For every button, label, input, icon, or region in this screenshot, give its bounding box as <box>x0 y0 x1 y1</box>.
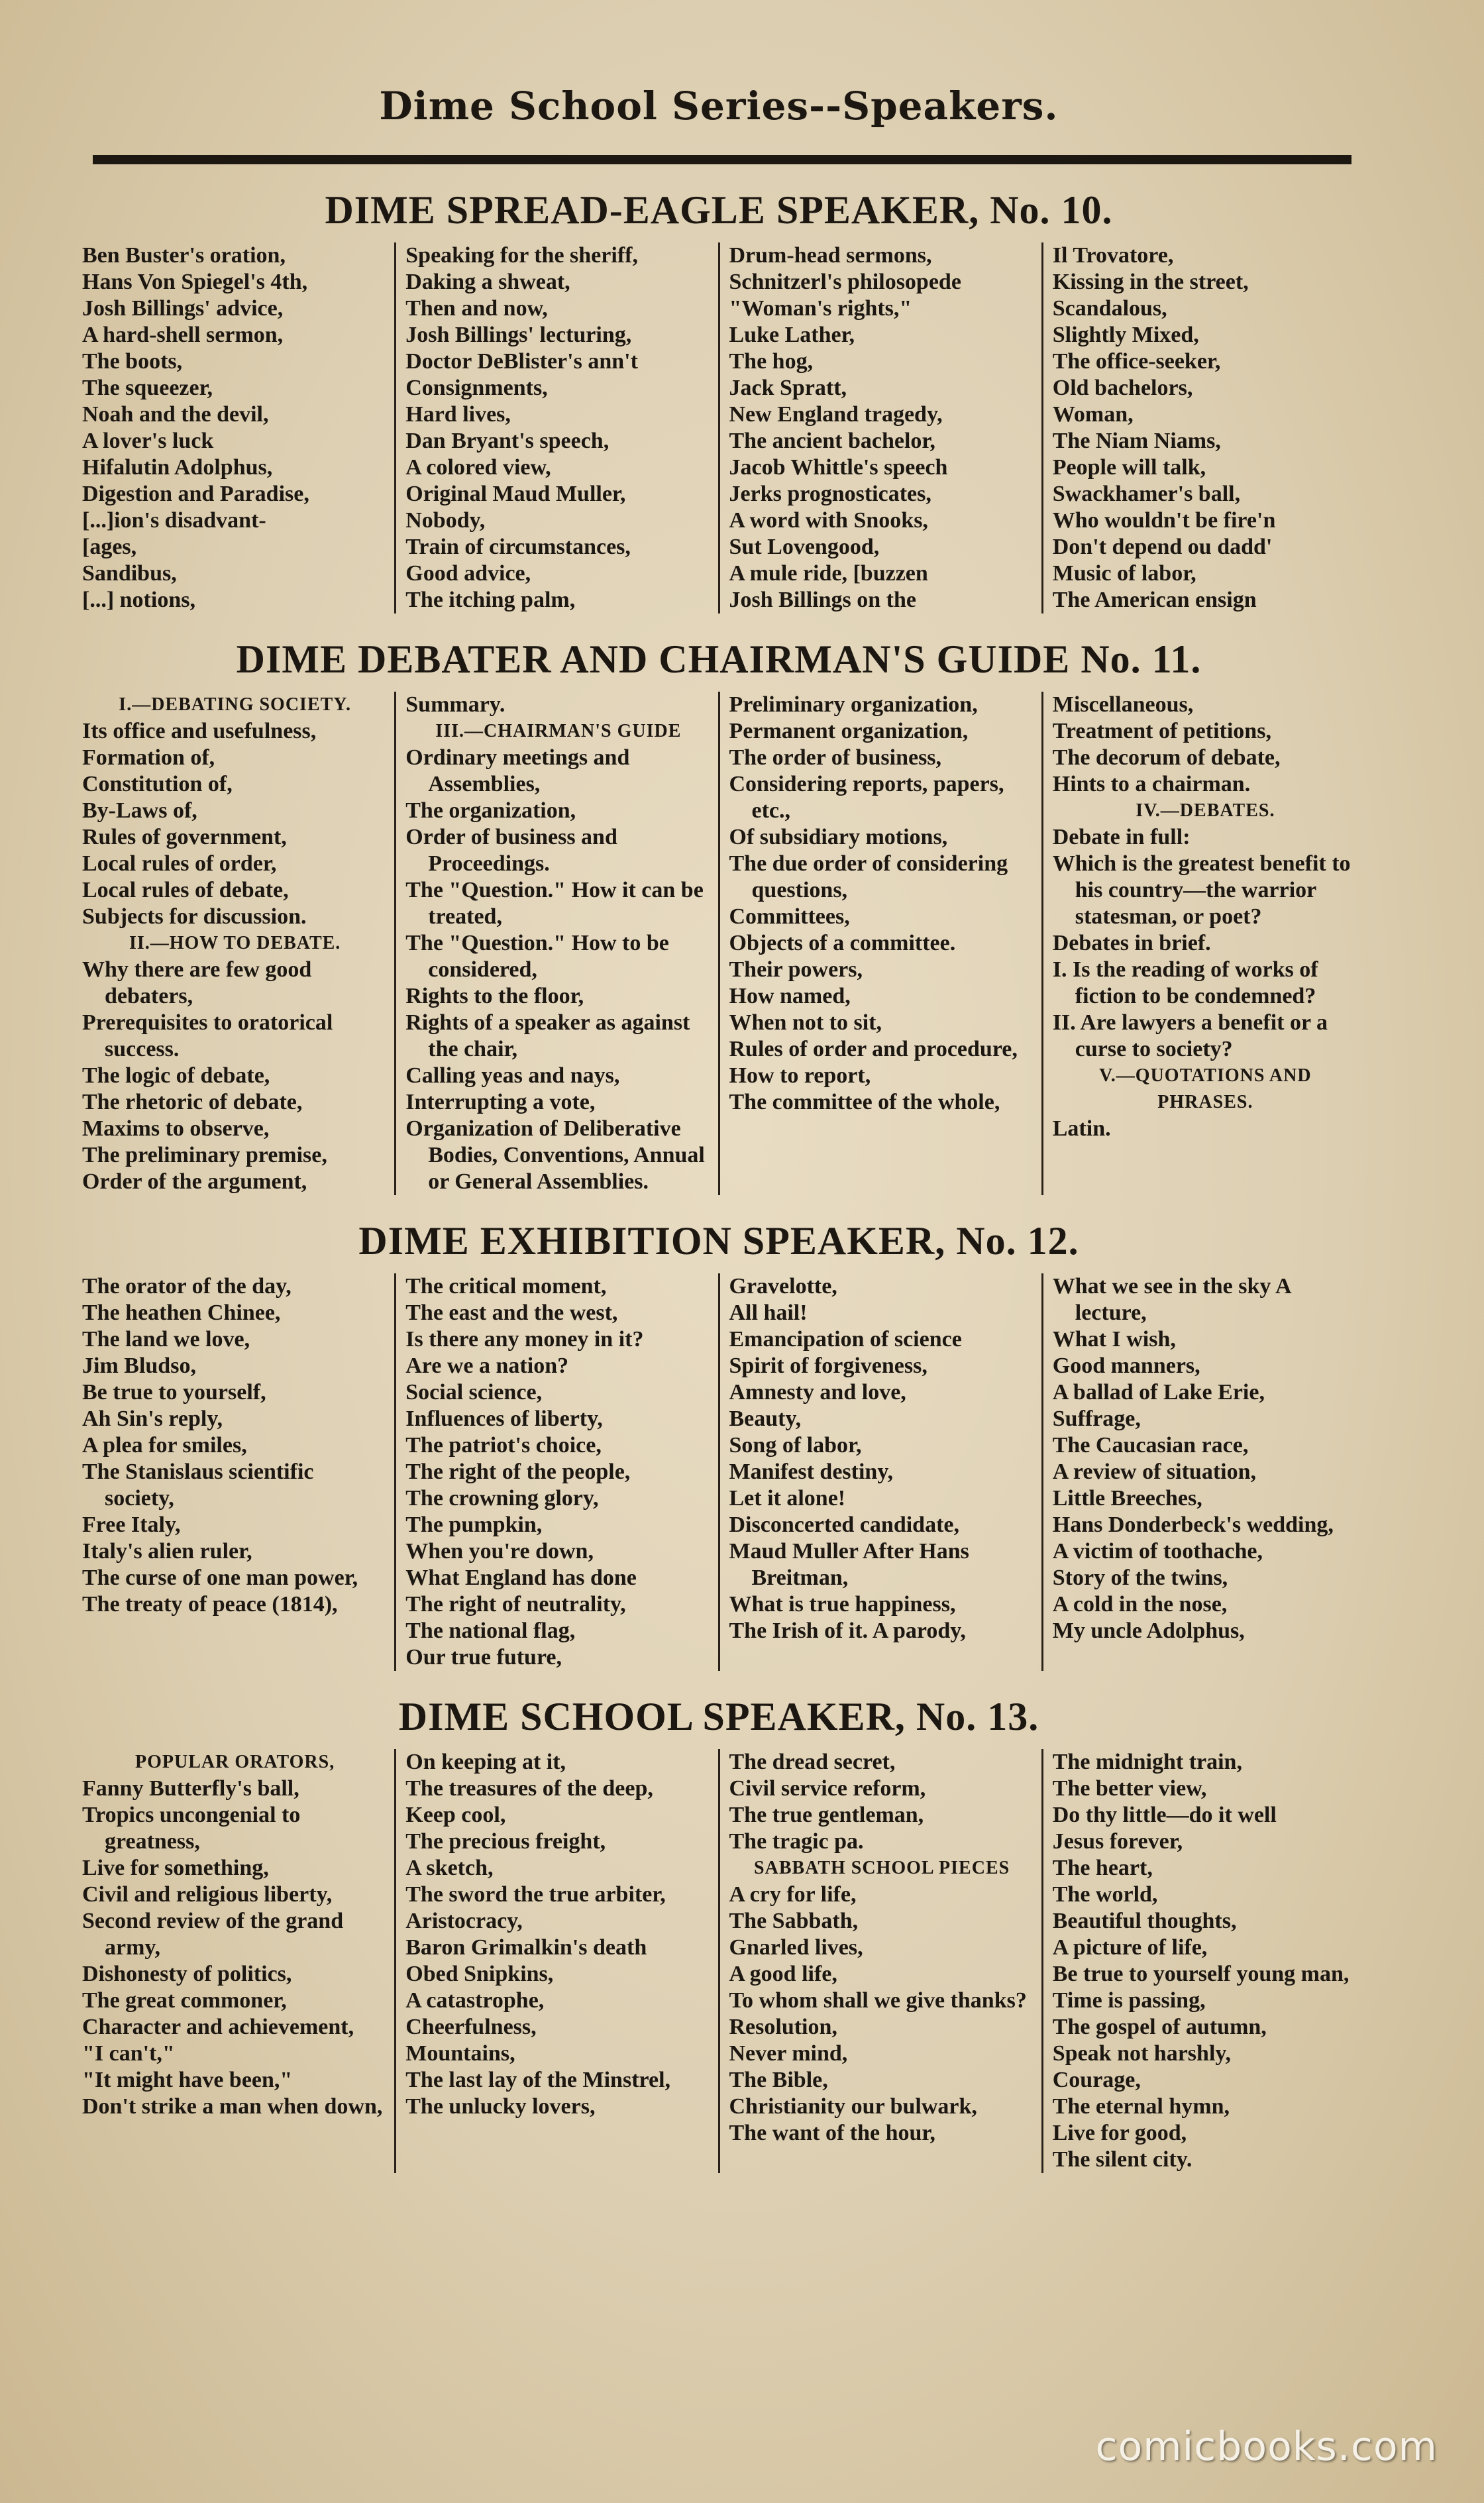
entry: The decorum of debate, <box>1052 745 1281 770</box>
entry: Resolution, <box>729 2015 837 2039</box>
entry: Gravelotte, <box>729 1274 837 1299</box>
entry: Drum-head sermons, <box>729 243 932 268</box>
entry: Story of the twins, <box>1052 1566 1228 1590</box>
catalog-section <box>73 1688 1365 2173</box>
entry: The eternal hymn, <box>1052 2094 1230 2119</box>
entry: Good advice, <box>405 561 531 586</box>
entry: Cheerfulness, <box>405 2015 537 2039</box>
entry: The itching palm, <box>405 588 576 612</box>
page-content <box>73 80 1365 2173</box>
text-column <box>73 692 394 1195</box>
entry: [...]ion's disadvant- <box>82 508 266 533</box>
entry: A sketch, <box>405 1856 494 1880</box>
entry: Don't depend ou dadd' <box>1052 535 1273 559</box>
entry: Jack Spratt, <box>729 376 847 400</box>
entry: Rights of a speaker as against the chair, <box>405 1010 690 1061</box>
text-column <box>394 242 717 613</box>
entry: Live for something, <box>82 1856 269 1880</box>
entry: I. Is the reading of works of fiction to be condemned? <box>1052 957 1318 1008</box>
entry: Original Maud Muller, <box>405 482 626 506</box>
entry: The American ensign <box>1052 588 1257 612</box>
entry: Digestion and Paradise, <box>82 482 309 506</box>
entry: Amnesty and love, <box>729 1380 906 1405</box>
entry: Rules of government, <box>82 825 287 849</box>
entry: Organization of Deliberative Bodies, Conventions, Annual or General Assemblies. <box>405 1116 705 1194</box>
entry: Second review of the grand army, <box>82 1909 344 1960</box>
entry: A plea for smiles, <box>82 1433 247 1458</box>
entry: Il Trovatore, <box>1052 243 1174 268</box>
entry: The ancient bachelor, <box>729 429 935 453</box>
entry: Time is passing, <box>1052 1988 1206 2013</box>
entry: Hans Donderbeck's wedding, <box>1052 1513 1334 1537</box>
entry: To whom shall we give thanks? <box>729 1988 1027 2013</box>
text-column <box>1041 692 1365 1195</box>
entry: The committee of the whole, <box>729 1090 1000 1114</box>
entry: A ballad of Lake Erie, <box>1052 1380 1265 1405</box>
entry: How to report, <box>729 1063 871 1088</box>
entry: The tragic pa. <box>729 1829 864 1854</box>
entry: Miscellaneous, <box>1052 692 1194 717</box>
entry: Consignments, <box>405 376 548 400</box>
entry: The right of the people, <box>405 1460 631 1484</box>
entry: Let it alone! <box>729 1486 846 1511</box>
entry: The Niam Niams, <box>1052 429 1221 453</box>
entry: A mule ride, [buzzen <box>729 561 928 586</box>
entry: Character and achievement, <box>82 2015 354 2039</box>
text-column <box>394 1273 717 1671</box>
entry: Scandalous, <box>1052 296 1167 321</box>
entry: Hans Von Spiegel's 4th, <box>82 270 308 294</box>
entry: Music of labor, <box>1052 561 1196 586</box>
entry: Speak not harshly, <box>1052 2041 1232 2066</box>
entry: Gnarled lives, <box>729 1935 863 1960</box>
entry: Dishonesty of politics, <box>82 1962 292 1986</box>
entry: The patriot's choice, <box>405 1433 602 1458</box>
entry: The land we love, <box>82 1327 250 1352</box>
entry: Kissing in the street, <box>1052 270 1249 294</box>
entry: Considering reports, papers, etc., <box>729 772 1004 823</box>
entry: The last lay of the Minstrel, <box>405 2068 671 2092</box>
entry: Hifalutin Adolphus, <box>82 455 273 480</box>
entry: The dread secret, <box>729 1750 896 1774</box>
entry: Ordinary meetings and Assemblies, <box>405 745 630 796</box>
entry: Maud Muller After Hans Breitman, <box>729 1539 969 1590</box>
entry: The treaty of peace (1814), <box>82 1592 338 1617</box>
entry: Manifest destiny, <box>729 1460 893 1484</box>
entry: Emancipation of science <box>729 1327 962 1352</box>
entry: Civil service reform, <box>729 1776 926 1801</box>
text-column <box>718 242 1041 613</box>
entry: A lover's luck <box>82 429 214 453</box>
text-column <box>394 692 717 1195</box>
entry: All hail! <box>729 1301 808 1325</box>
entry: "It might have been," <box>82 2068 293 2092</box>
entry: Luke Lather, <box>729 323 855 347</box>
entry: Little Breeches, <box>1052 1486 1202 1511</box>
entry: Debate in full: <box>1052 825 1191 849</box>
entry: A cold in the nose, <box>1052 1592 1228 1617</box>
entry: A hard-shell sermon, <box>82 323 284 347</box>
entry: Beauty, <box>729 1407 802 1431</box>
entry: Permanent organization, <box>729 719 969 743</box>
entry: The heart, <box>1052 1856 1153 1880</box>
entry: The great commoner, <box>82 1988 287 2013</box>
catalog-section <box>73 1212 1365 1671</box>
entry: Suffrage, <box>1052 1407 1141 1431</box>
entry: Formation of, <box>82 745 215 770</box>
section-columns <box>73 1749 1365 2173</box>
text-column <box>1041 242 1365 613</box>
entry: The sword the true arbiter, <box>405 1882 666 1907</box>
entry: Nobody, <box>405 508 486 533</box>
catalog-section <box>73 182 1365 613</box>
entry: When you're down, <box>405 1539 594 1564</box>
entry: The hog, <box>729 349 814 374</box>
entry: What is true happiness, <box>729 1592 956 1617</box>
entry: The world, <box>1052 1882 1158 1907</box>
text-column <box>1041 1273 1365 1671</box>
entry: The better view, <box>1052 1776 1207 1801</box>
entry: A catastrophe, <box>405 1988 545 2013</box>
entry: Calling yeas and nays, <box>405 1063 620 1088</box>
entry: Josh Billings on the <box>729 588 916 612</box>
entry: Who wouldn't be fire'n <box>1052 508 1276 533</box>
entry: Jacob Whittle's speech <box>729 455 948 480</box>
entry: Free Italy, <box>82 1513 181 1537</box>
entry: Jim Bludso, <box>82 1354 196 1378</box>
entry: "Woman's rights," <box>729 296 912 321</box>
entry: Fanny Butterfly's ball, <box>82 1776 299 1801</box>
section-columns <box>73 1273 1365 1671</box>
entry: Slightly Mixed, <box>1052 323 1199 347</box>
entry: The preliminary premise, <box>82 1143 327 1167</box>
entry: Rights to the floor, <box>405 984 584 1008</box>
text-column <box>73 242 394 613</box>
entry: The heathen Chinee, <box>82 1301 281 1325</box>
entry: Live for good, <box>1052 2121 1187 2145</box>
entry: The Bible, <box>729 2068 828 2092</box>
entry: Swackhamer's ball, <box>1052 482 1241 506</box>
entry: Preliminary organization, <box>729 692 978 717</box>
entry: New England tragedy, <box>729 402 943 427</box>
entry: By-Laws of, <box>82 798 197 823</box>
entry: Hard lives, <box>405 402 511 427</box>
entry: Disconcerted candidate, <box>729 1513 960 1537</box>
sections-container <box>73 182 1365 2173</box>
entry: The national flag, <box>405 1619 576 1643</box>
sub-heading: POPULAR ORATORS, <box>135 1752 335 1772</box>
entry: Which is the greatest benefit to his country—the warrior statesman, or poet? <box>1052 851 1351 929</box>
entry: The silent city. <box>1052 2147 1192 2172</box>
running-head: Dime School Series--Speakers. <box>379 83 1059 129</box>
entry: On keeping at it, <box>405 1750 566 1774</box>
text-column <box>73 1749 394 2173</box>
entry: The logic of debate, <box>82 1063 270 1088</box>
entry: Local rules of debate, <box>82 878 289 902</box>
entry: A victim of toothache, <box>1052 1539 1263 1564</box>
sub-heading: IV.—DEBATES. <box>1136 800 1275 821</box>
entry: Italy's alien ruler, <box>82 1539 252 1564</box>
text-column <box>718 1749 1041 2173</box>
text-column <box>73 1273 394 1671</box>
entry: The "Question." How to be considered, <box>405 931 669 982</box>
section-columns <box>73 242 1365 613</box>
entry: The midnight train, <box>1052 1750 1242 1774</box>
entry: Jesus forever, <box>1052 1829 1183 1854</box>
entry: The orator of the day, <box>82 1274 292 1299</box>
entry: People will talk, <box>1052 455 1206 480</box>
entry: The right of neutrality, <box>405 1592 626 1617</box>
entry: The squeezer, <box>82 376 213 400</box>
entry: Keep cool, <box>405 1803 506 1827</box>
entry: Old bachelors, <box>1052 376 1193 400</box>
entry: A word with Snooks, <box>729 508 928 533</box>
entry: Of subsidiary motions, <box>729 825 948 849</box>
section-title: DIME SPREAD-EAGLE SPEAKER, No. 10. <box>325 188 1113 232</box>
entry: Christianity our bulwark, <box>729 2094 977 2119</box>
entry: Aristocracy, <box>405 1909 523 1933</box>
entry: Never mind, <box>729 2041 848 2066</box>
entry: The office-seeker, <box>1052 349 1221 374</box>
entry: Committees, <box>729 904 850 929</box>
entry: Maxims to observe, <box>82 1116 270 1141</box>
sub-heading: III.—CHAIRMAN'S GUIDE <box>435 721 682 741</box>
entry: Hints to a chairman. <box>1052 772 1251 796</box>
entry: The crowning glory, <box>405 1486 599 1511</box>
entry: Courage, <box>1052 2068 1141 2092</box>
entry: Speaking for the sheriff, <box>405 243 638 268</box>
entry: Obed Snipkins, <box>405 1962 554 1986</box>
text-column <box>718 1273 1041 1671</box>
catalog-section <box>73 631 1365 1195</box>
entry: Order of the argument, <box>82 1169 307 1194</box>
entry: The boots, <box>82 349 183 374</box>
entry: The Caucasian race, <box>1052 1433 1249 1458</box>
entry: Josh Billings' advice, <box>82 296 284 321</box>
entry: Are we a nation? <box>405 1354 569 1378</box>
entry: What I wish, <box>1052 1327 1176 1352</box>
text-column <box>1041 1749 1365 2173</box>
entry: The east and the west, <box>405 1301 618 1325</box>
entry: Subjects for discussion. <box>82 904 307 929</box>
entry: Doctor DeBlister's ann't <box>405 349 638 374</box>
entry: Daking a shweat, <box>405 270 570 294</box>
entry: Be true to yourself, <box>82 1380 266 1405</box>
entry: Influences of liberty, <box>405 1407 603 1431</box>
entry: A cry for life, <box>729 1882 857 1907</box>
entry: Prerequisites to oratorical success. <box>82 1010 333 1061</box>
entry: Do thy little—do it well <box>1052 1803 1277 1827</box>
entry: Noah and the devil, <box>82 402 269 427</box>
entry: The precious freight, <box>405 1829 606 1854</box>
entry: What we see in the sky A lecture, <box>1052 1274 1291 1325</box>
entry: Tropics uncongenial to greatness, <box>82 1803 301 1854</box>
entry: The Irish of it. A parody, <box>729 1619 966 1643</box>
section-title: DIME DEBATER AND CHAIRMAN'S GUIDE No. 11. <box>236 637 1202 681</box>
entry: How named, <box>729 984 851 1008</box>
sub-heading: V.—QUOTATIONS AND PHRASES. <box>1099 1065 1312 1112</box>
entry: The pumpkin, <box>405 1513 543 1537</box>
entry: The organization, <box>405 798 576 823</box>
entry: A colored view, <box>405 455 551 480</box>
entry: Ah Sin's reply, <box>82 1407 223 1431</box>
entry: The "Question." How it can be treated, <box>405 878 704 929</box>
entry: The treasures of the deep, <box>405 1776 653 1801</box>
entry: A good life, <box>729 1962 837 1986</box>
entry: Its office and usefulness, <box>82 719 317 743</box>
entry: Objects of a committee. <box>729 931 956 955</box>
section-title: DIME SCHOOL SPEAKER, No. 13. <box>398 1695 1039 1738</box>
text-column <box>394 1749 717 2173</box>
entry: The due order of considering questions, <box>729 851 1008 902</box>
sub-heading: II.—HOW TO DEBATE. <box>129 933 341 953</box>
entry: A review of situation, <box>1052 1460 1256 1484</box>
entry: The gospel of autumn, <box>1052 2015 1267 2039</box>
entry: Rules of order and procedure, <box>729 1037 1018 1061</box>
entry: Ben Buster's oration, <box>82 243 286 268</box>
sub-heading: SABBATH SCHOOL PIECES <box>754 1858 1010 1878</box>
entry: [ages, <box>82 535 137 559</box>
entry: Sandibus, <box>82 561 177 586</box>
entry: Schnitzerl's philosopede <box>729 270 961 294</box>
entry: The critical moment, <box>405 1274 607 1299</box>
entry: Good manners, <box>1052 1354 1200 1378</box>
section-title: DIME EXHIBITION SPEAKER, No. 12. <box>358 1219 1079 1263</box>
entry: Jerks prognosticates, <box>729 482 931 506</box>
entry: A picture of life, <box>1052 1935 1208 1960</box>
entry: Civil and religious liberty, <box>82 1882 333 1907</box>
entry: Constitution of, <box>82 772 233 796</box>
entry: Spirit of forgiveness, <box>729 1354 928 1378</box>
entry: When not to sit, <box>729 1010 882 1035</box>
entry: Woman, <box>1052 402 1134 427</box>
entry: My uncle Adolphus, <box>1052 1619 1245 1643</box>
head-rule <box>93 155 1352 164</box>
section-columns <box>73 692 1365 1195</box>
entry: [...] notions, <box>82 588 195 612</box>
entry: The rhetoric of debate, <box>82 1090 303 1114</box>
entry: "I can't," <box>82 2041 175 2066</box>
entry: Why there are few good debaters, <box>82 957 312 1008</box>
entry: Josh Billings' lecturing, <box>405 323 632 347</box>
entry: Beautiful thoughts, <box>1052 1909 1237 1933</box>
entry: Treatment of petitions, <box>1052 719 1271 743</box>
entry: Local rules of order, <box>82 851 277 876</box>
entry: Then and now, <box>405 296 548 321</box>
entry: Is there any money in it? <box>405 1327 644 1352</box>
entry: The Sabbath, <box>729 1909 859 1933</box>
entry: Social science, <box>405 1380 543 1405</box>
entry: The unlucky lovers, <box>405 2094 596 2119</box>
entry: The order of business, <box>729 745 942 770</box>
entry: II. Are lawyers a benefit or a curse to society? <box>1052 1010 1328 1061</box>
entry: The want of the hour, <box>729 2121 935 2145</box>
sub-heading: I.—DEBATING SOCIETY. <box>119 694 351 715</box>
entry: Sut Lovengood, <box>729 535 880 559</box>
text-column <box>718 692 1041 1195</box>
entry: Debates in brief. <box>1052 931 1211 955</box>
entry: Dan Bryant's speech, <box>405 429 610 453</box>
entry: The curse of one man power, <box>82 1566 358 1590</box>
entry: Baron Grimalkin's death <box>405 1935 647 1960</box>
entry: Be true to yourself young man, <box>1052 1962 1350 1986</box>
entry: What England has done <box>405 1566 637 1590</box>
entry: Order of business and Proceedings. <box>405 825 617 876</box>
entry: Summary. <box>405 692 505 717</box>
entry: Their powers, <box>729 957 863 982</box>
entry: The true gentleman, <box>729 1803 924 1827</box>
entry: Train of circumstances, <box>405 535 631 559</box>
entry: Interrupting a vote, <box>405 1090 596 1114</box>
entry: The Stanislaus scientific society, <box>82 1460 314 1511</box>
entry: Mountains, <box>405 2041 515 2066</box>
entry: Latin. <box>1052 1116 1111 1141</box>
entry: Song of labor, <box>729 1433 862 1458</box>
entry: Our true future, <box>405 1645 562 1670</box>
entry: Don't strike a man when down, <box>82 2094 383 2119</box>
watermark: comicbooks.com <box>1095 2423 1438 2470</box>
